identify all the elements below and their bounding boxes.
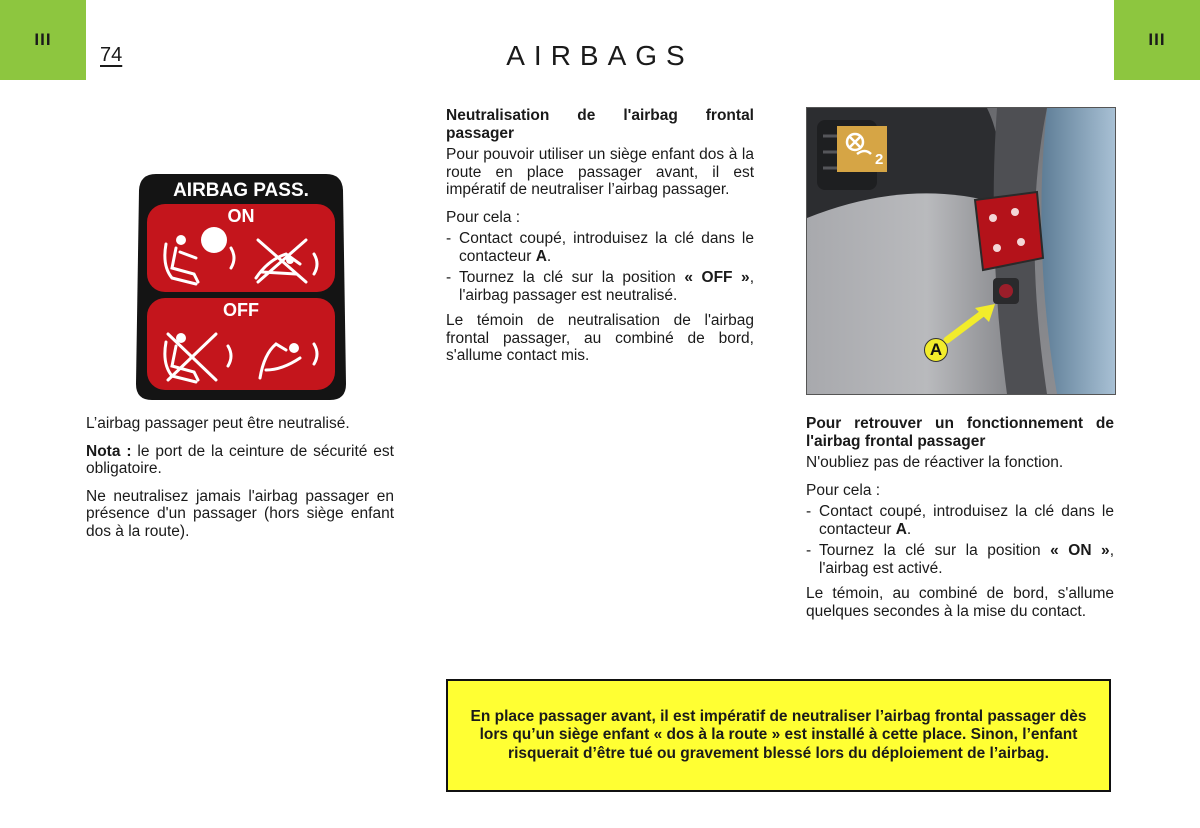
key-switch-marker <box>924 338 948 362</box>
chapter-number-right: III <box>1148 30 1166 49</box>
page-number: 74 <box>100 44 123 66</box>
on-label: ON <box>227 206 255 226</box>
neutralisation-outro: Le témoin de neutralisation de l'airbag frontal passager, au combiné de bord, s'allume contact mis. <box>446 312 754 364</box>
list-item: - Contact coupé, introduisez la clé dans le contacteur A. <box>446 230 754 265</box>
nota-paragraph <box>86 443 394 478</box>
chapter-number-left: III <box>34 30 52 49</box>
page-title: AIRBAGS <box>506 40 694 71</box>
intro-paragraph: L’airbag passager peut être neutralisé. <box>86 415 350 432</box>
list-item: - Contact coupé, introduisez la clé dans le contacteur A. <box>806 503 1114 538</box>
neutralisation-heading: Neutralisation de l'airbag frontal passager <box>446 107 754 142</box>
airbag-pass-label-illustration <box>136 174 346 400</box>
reactivation-steps <box>806 503 1114 577</box>
warning-box <box>446 679 1111 792</box>
middle-column <box>446 107 754 375</box>
reactivation-outro: Le témoin, au combiné de bord, s'allume quelques secondes à la mise du contact. <box>806 585 1114 620</box>
warning-paragraph: Ne neutralisez jamais l'airbag passager en présence d'un passager (hors siège enfant dos à la route). <box>86 487 394 540</box>
svg-text:2: 2 <box>875 151 884 168</box>
neutralisation-intro: Pour pouvoir utiliser un siège enfant dos à la route en place passager avant, il est impératif de neutraliser l’airbag passager. <box>446 146 754 198</box>
pour-cela-label: Pour cela : <box>446 208 521 226</box>
nota-label: Nota : <box>86 442 132 460</box>
left-column <box>86 415 394 550</box>
off-label: OFF <box>223 300 259 320</box>
reactivation-heading: Pour retrouver un fonctionnement de l'airbag frontal passager <box>806 415 1114 450</box>
airbag-pass-heading: AIRBAG PASS. <box>173 180 309 201</box>
neutralisation-steps <box>446 230 754 304</box>
marker-letter: A <box>929 340 943 359</box>
warning-text: En place passager avant, il est impératif de neutraliser l’airbag frontal passager dès lors qu’un siège enfant « dos à la route » est installé à cette place. Sinon, l’enfant risquerait d’être tué ou gravement blessé lors du déploiement de l’airbag. <box>470 707 1087 762</box>
list-item: - Tournez la clé sur la position « OFF », l'airbag passager est neutralisé. <box>446 269 754 304</box>
nota-text: le port de la ceinture de sécurité est obligatoire. <box>86 442 394 477</box>
pour-cela-label-right: Pour cela : <box>806 481 881 499</box>
dashboard-key-switch-photo <box>806 107 1116 395</box>
right-column <box>806 415 1114 630</box>
list-item: - Tournez la clé sur la position « ON », l'airbag est activé. <box>806 542 1114 577</box>
reactivation-intro: N'oubliez pas de réactiver la fonction. <box>806 454 1064 471</box>
